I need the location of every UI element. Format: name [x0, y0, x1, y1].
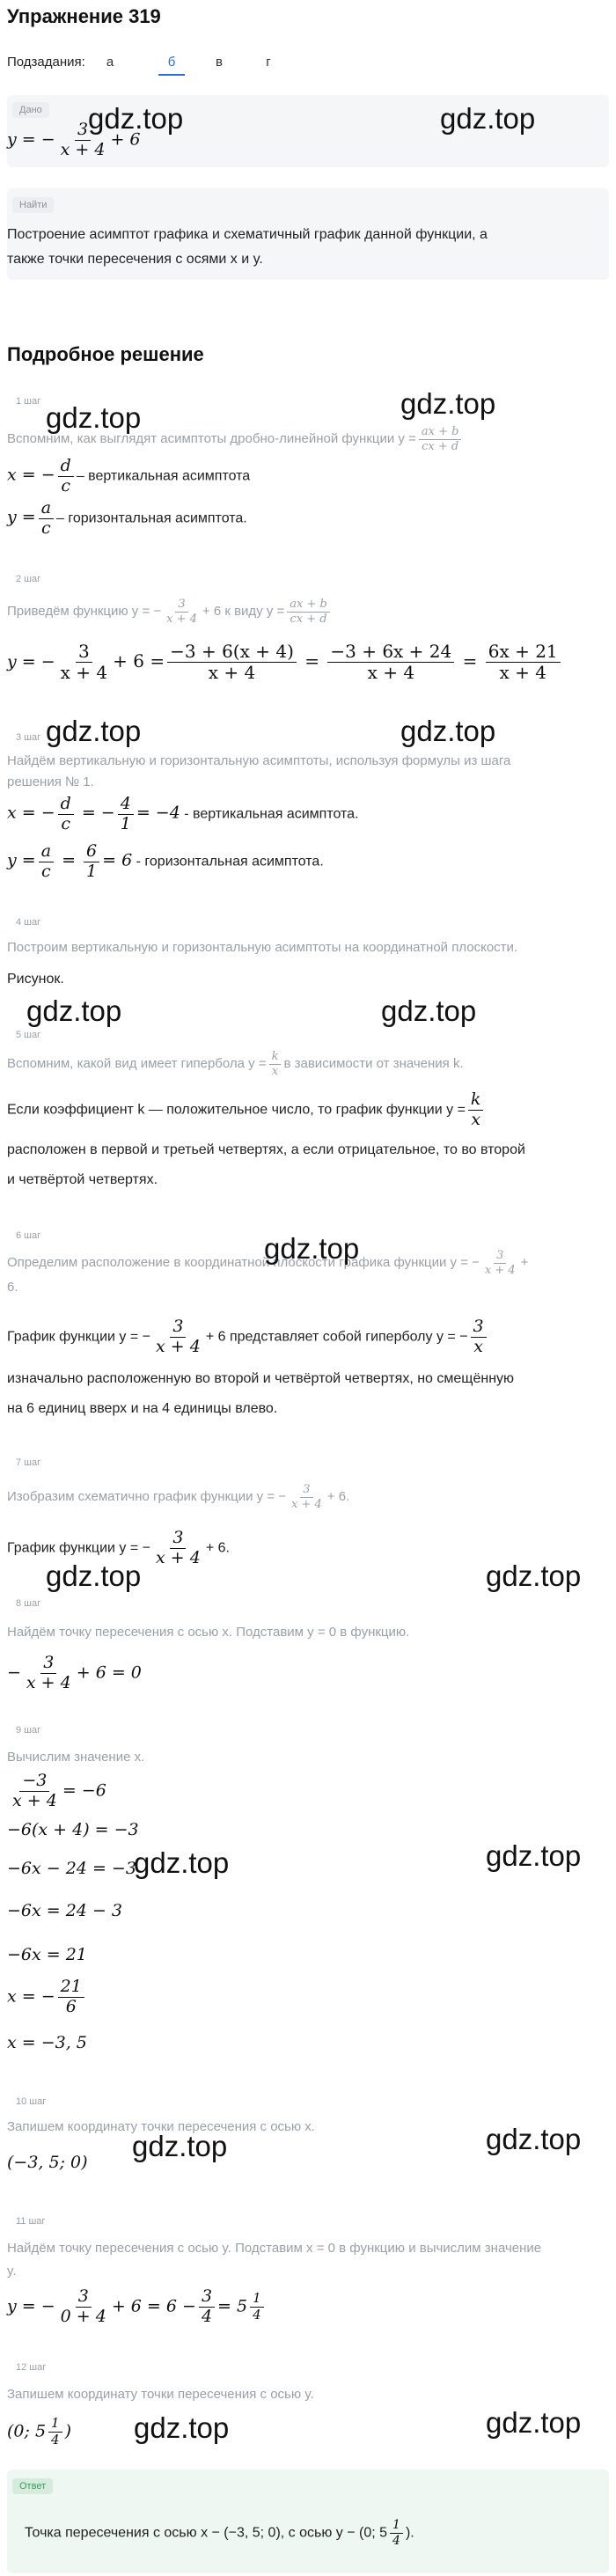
- subtasks-label: Подзадания:: [7, 55, 85, 70]
- step-8-eq-num: 3: [40, 1655, 56, 1674]
- answer-card: [7, 2470, 609, 2573]
- tab-a[interactable]: а: [106, 55, 114, 70]
- step-5-t1: Если коэффициент k — положительное число, то график функции y =: [7, 1102, 466, 1118]
- step-3-l2-n2: 6: [84, 843, 99, 862]
- step-1-intro-text: Вспомним, как выглядят асимптоты дробно-линейной функции y =: [7, 431, 416, 447]
- step-7-t1: График функции y = −: [7, 1540, 150, 1556]
- step-5-intro-tail: в зависимости от значения k.: [283, 1056, 464, 1072]
- watermark: gdz.top: [264, 1232, 360, 1265]
- step-6-intro-num: 3: [494, 1250, 506, 1264]
- step-2-eq-d4: x + 4: [499, 662, 546, 683]
- step-8-eq-lhs: −: [7, 1662, 21, 1683]
- step-11-eq-d2: 4: [201, 2306, 213, 2326]
- step-12-intro: Запишем координату точки пересечения с осью y.: [7, 2387, 314, 2402]
- step-2-eq-d2: x + 4: [208, 662, 256, 683]
- step-2-equation: y = − $\frac{3}{x + 4}$ + 6 = $\frac{-3 + 6(x + 4)}{x + 4}$ = $\frac{-3 + 6x + 24}{x + 4}$ = $\frac{6x + 21}{x + 4}$: [7, 642, 563, 682]
- step-8-eq-frac: [24, 1655, 74, 1692]
- watermark: gdz.top: [46, 715, 142, 747]
- watermark: gdz.top: [440, 102, 536, 135]
- step-6-t1-num-2: 3: [471, 1318, 487, 1338]
- step-3-tag: 3 шаг: [16, 732, 41, 743]
- step-2-eq-d1: x + 4: [60, 662, 108, 683]
- given-tag: Дано: [12, 102, 49, 118]
- step-7-t1-tail: + 6.: [205, 1540, 230, 1556]
- step-3-l1-d2: 1: [120, 813, 131, 833]
- step-5-intro-den: x: [271, 1064, 279, 1078]
- step-9-l1-frac: [10, 1772, 60, 1810]
- step-11-intro: Найдём точку пересечения с осью y. Подставим x = 0 в функцию и вычислим значение: [7, 2241, 542, 2256]
- step-6-t1-mid: + 6 представляет собой гиперболу y = −: [205, 1329, 468, 1345]
- step-11-eq-n2: 3: [199, 2288, 215, 2308]
- step-6-t1-frac-2: [471, 1318, 487, 1356]
- step-3-l2-text: - горизонтальная асимптота.: [136, 854, 324, 870]
- step-9-line-4: −6x = 24 − 3: [7, 1901, 122, 1920]
- answer-frac: [390, 2519, 403, 2547]
- find-card: [7, 188, 609, 280]
- step-9-line-3: −6x − 24 = −3: [7, 1859, 136, 1878]
- watermark: gdz.top: [88, 102, 184, 135]
- step-6-t1-den: x + 4: [156, 1336, 201, 1356]
- step-6-intro-den: x + 4: [484, 1263, 516, 1277]
- answer-post: ).: [405, 2525, 414, 2541]
- find-tag: Найти: [12, 197, 54, 213]
- step-1-l1-lhs: x = −: [7, 465, 55, 485]
- step-2-tag: 2 шаг: [16, 574, 41, 584]
- watermark: gdz.top: [486, 2406, 582, 2439]
- step-6-tag: 6 шаг: [16, 1230, 41, 1241]
- step-7-t1-frac: [153, 1530, 203, 1567]
- step-3-l1-res: = −4: [136, 803, 180, 823]
- step-2-intro-den: x + 4: [166, 612, 197, 626]
- step-12-line: [7, 2417, 71, 2448]
- given-tail: + 6: [110, 129, 141, 150]
- step-6-t1-num: 3: [170, 1318, 186, 1338]
- step-3-l1-lhs: x = −: [7, 803, 55, 823]
- step-5-t1-frac: [468, 1091, 484, 1129]
- step-5-intro-text: Вспомним, какой вид имеет гипербола y =: [7, 1056, 267, 1072]
- step-2-intro-num: 3: [175, 598, 187, 613]
- step-6-text-3: на 6 единиц вверх и на 4 единицы влево.: [7, 1401, 278, 1416]
- step-2-eq-frac-2: [167, 642, 297, 682]
- step-7-intro-num: 3: [300, 1484, 312, 1498]
- step-2-intro-den-2: cx + d: [290, 612, 327, 626]
- step-11-eq-rn: 1: [250, 2292, 264, 2308]
- step-5-text-3: и четвёртой четвертях.: [7, 1172, 158, 1187]
- step-6-text-1: [7, 1318, 489, 1356]
- step-11-eq-mid: + 6 = 6 −: [111, 2296, 196, 2316]
- step-2-eq-lhs: y = −: [7, 652, 55, 672]
- step-2-intro: [7, 598, 333, 625]
- step-1-l1-frac: [58, 458, 74, 495]
- watermark: gdz.top: [134, 1846, 230, 1879]
- step-1-l1-num: d: [58, 458, 74, 477]
- tab-v[interactable]: в: [216, 55, 223, 70]
- step-1-line-1: [7, 458, 250, 495]
- answer-den: 4: [392, 2533, 400, 2548]
- step-12-post: ): [64, 2421, 71, 2441]
- step-6-intro-text: Определим расположение в координатной плоскости графика функции y = −: [7, 1255, 480, 1271]
- solution-heading: Подробное решение: [7, 343, 204, 365]
- step-12-frac: [48, 2417, 62, 2448]
- step-1-intro-frac: [419, 426, 462, 452]
- step-8-equation: [7, 1655, 142, 1692]
- step-11-equation: [7, 2288, 267, 2326]
- step-4-tag: 4 шаг: [16, 917, 41, 928]
- step-3-l1-d1: c: [61, 813, 71, 833]
- watermark: gdz.top: [486, 1560, 582, 1592]
- watermark: gdz.top: [486, 2123, 582, 2155]
- watermark: gdz.top: [486, 1839, 582, 1872]
- step-12-den: 4: [51, 2431, 60, 2448]
- step-4-intro: Построим вертикальную и горизонтальную асимптоты на координатной плоскости.: [7, 940, 518, 955]
- step-11-eq-frac-2: [199, 2288, 215, 2326]
- answer-num: 1: [390, 2519, 403, 2534]
- step-6-intro-tail: +: [520, 1255, 529, 1271]
- step-2-eq-d3: x + 4: [367, 662, 415, 683]
- step-9-l6-lhs: x = −: [7, 1986, 55, 2007]
- watermark: gdz.top: [26, 994, 122, 1027]
- step-6-text-2: изначально расположенную во второй и четвёртой четвертях, но смещённую: [7, 1371, 515, 1386]
- step-1-l2-text: – горизонтальная асимптота.: [56, 510, 247, 526]
- step-9-line-7: x = −3, 5: [7, 2033, 87, 2052]
- step-1-l1-den: c: [61, 475, 71, 495]
- answer-pre: Точка пересечения с осью x − (−3, 5; 0), с осью y − (0; 5: [25, 2525, 388, 2541]
- step-9-line-1: [7, 1772, 106, 1810]
- step-3-l1-frac-2: [118, 796, 134, 833]
- step-10-line: (−3, 5; 0): [7, 2153, 88, 2172]
- step-6-intro-2: 6.: [7, 1280, 18, 1295]
- step-9-l1-tail: = −6: [62, 1780, 106, 1801]
- step-3-line-2: y = $\frac{a}{c}$ = $\frac{6}{1}$ = 6 - горизонтальная асимптота.: [7, 841, 324, 881]
- step-5-t1-num: k: [468, 1091, 484, 1111]
- step-12-num: 1: [48, 2417, 62, 2433]
- watermark: gdz.top: [132, 2130, 228, 2162]
- step-12-pre: (0; 5: [7, 2421, 47, 2441]
- step-9-line-2: −6(x + 4) = −3: [7, 1820, 139, 1839]
- step-9-intro: Вычислим значение x.: [7, 1750, 145, 1765]
- step-6-t1-den-2: x: [473, 1336, 483, 1356]
- step-1-l1-text: – вертикальная асимптота: [76, 468, 251, 484]
- step-2-eq-frac-1: [58, 642, 110, 682]
- given-num: 3: [75, 121, 91, 141]
- tab-b[interactable]: б: [158, 51, 185, 76]
- step-5-intro-num: k: [269, 1051, 282, 1065]
- step-8-tag: 8 шаг: [16, 1598, 41, 1609]
- step-8-intro: Найдём точку пересечения с осью x. Подставим y = 0 в функцию.: [7, 1625, 410, 1640]
- step-11-eq-lhs: y = −: [7, 2296, 55, 2316]
- page-title: Упражнение 319: [7, 5, 161, 27]
- step-2-intro-frac: [164, 598, 200, 625]
- step-3-l1-frac-1: [58, 796, 74, 833]
- step-1-l2-den: c: [41, 517, 51, 538]
- step-2-intro-num-2: ax + b: [287, 598, 330, 613]
- step-9-line-6: [7, 1978, 87, 2016]
- step-7-t1-den: x + 4: [156, 1547, 201, 1567]
- step-7-tag: 7 шаг: [16, 1457, 41, 1468]
- step-2-eq-n1: 3: [76, 642, 92, 663]
- step-10-tag: 10 шаг: [16, 2096, 47, 2107]
- given-den: x + 4: [60, 139, 106, 159]
- step-6-t1-frac: [153, 1318, 203, 1356]
- step-1-line-2: [7, 500, 247, 538]
- step-3-l2-d1: c: [41, 861, 51, 881]
- step-7-t1-num: 3: [170, 1530, 186, 1549]
- step-11-eq-d1: 0 + 4: [60, 2306, 106, 2326]
- step-1-l2-lhs: y =: [7, 507, 36, 527]
- step-3-l1-text: - вертикальная асимптота.: [184, 806, 359, 822]
- step-1-tag: 1 шаг: [16, 396, 41, 407]
- step-7-intro-text: Изобразим схематично график функции y = −: [7, 1489, 287, 1505]
- step-11-eq-frac-3: [250, 2292, 264, 2323]
- step-8-eq-den: x + 4: [26, 1672, 71, 1692]
- step-2-eq-n3: −3 + 6x + 24: [327, 642, 454, 663]
- watermark: gdz.top: [381, 994, 477, 1027]
- step-3-l2-frac-1: [39, 843, 54, 881]
- step-2-eq-n2: −3 + 6(x + 4): [167, 642, 297, 663]
- step-4-text: Рисунок.: [7, 972, 64, 987]
- given-lhs: y = −: [7, 129, 55, 150]
- step-7-intro-den: x + 4: [291, 1497, 322, 1511]
- watermark: gdz.top: [134, 2411, 230, 2444]
- watermark: gdz.top: [400, 715, 496, 747]
- step-9-l1-den: x + 4: [12, 1790, 57, 1810]
- step-9-line-5: −6x = 21: [7, 1945, 87, 1964]
- step-2-eq-frac-3: [327, 642, 454, 682]
- step-6-t1: График функции y = −: [7, 1329, 150, 1345]
- step-1-intro-den: cx + d: [422, 439, 459, 453]
- step-7-intro: [7, 1484, 349, 1510]
- step-5-text-1: [7, 1091, 486, 1129]
- step-3-l2-lhs: y =: [7, 850, 36, 870]
- find-line-2: также точки пересечения с осями x и y.: [7, 252, 263, 267]
- step-9-tag: 9 шаг: [16, 1725, 41, 1736]
- step-7-intro-frac: [289, 1484, 325, 1510]
- step-12-tag: 12 шаг: [16, 2362, 47, 2373]
- step-3-line-1: x = − $\frac{d}{c}$ = − $\frac{4}{1}$ = −4 - вертикальная асимптота.: [7, 794, 359, 833]
- step-11-eq-rd: 4: [253, 2306, 261, 2323]
- step-2-eq-n4: 6x + 21: [486, 642, 561, 663]
- step-3-l1-n1: d: [58, 796, 74, 815]
- step-9-l6-num: 21: [58, 1978, 84, 1998]
- step-5-tag: 5 шаг: [16, 1030, 41, 1040]
- step-3-l2-frac-2: [84, 843, 99, 881]
- step-5-text-2: расположен в первой и третьей четвертях, а если отрицательное, то во второй: [7, 1142, 525, 1157]
- step-8-eq-tail: + 6 = 0: [76, 1662, 142, 1683]
- step-3-l2-d2: 1: [86, 861, 98, 881]
- find-line-1: Построение асимптот графика и схематичный график данной функции, а: [7, 227, 488, 242]
- step-2-eq-p1: + 6 =: [113, 650, 165, 672]
- step-2-intro-mid: + 6 к виду y =: [202, 604, 285, 620]
- step-1-l2-frac: [39, 500, 54, 538]
- step-1-intro-num: ax + b: [419, 426, 462, 440]
- step-11-intro-2: y.: [7, 2264, 17, 2279]
- step-2-eq-frac-4: [486, 642, 561, 682]
- answer-tag: Ответ: [12, 2478, 53, 2494]
- step-3-intro-1: Найдём вертикальную и горизонтальную асимптоты, используя формулы из шага: [7, 753, 511, 768]
- step-11-eq-res: = 5: [217, 2296, 248, 2316]
- step-10-intro: Запишем координату точки пересечения с осью x.: [7, 2119, 315, 2134]
- step-5-intro: [7, 1051, 464, 1077]
- step-2-intro-frac-2: [287, 598, 330, 625]
- step-9-l6-den: 6: [65, 1996, 77, 2016]
- step-9-l1-num: −3: [19, 1772, 49, 1792]
- answer-text: [25, 2519, 414, 2547]
- step-11-eq-n1: 3: [76, 2288, 92, 2308]
- step-6-intro-frac: [482, 1250, 518, 1276]
- step-5-t1-den: x: [471, 1109, 481, 1129]
- step-11-eq-frac-1: [58, 2288, 109, 2326]
- watermark: gdz.top: [46, 1560, 142, 1592]
- step-9-l6-frac: [58, 1978, 84, 2016]
- step-11-tag: 11 шаг: [16, 2216, 46, 2227]
- step-3-l1-n2: 4: [118, 796, 134, 815]
- tab-g[interactable]: г: [266, 55, 271, 70]
- watermark: gdz.top: [400, 387, 496, 420]
- step-3-l2-n1: a: [39, 843, 54, 862]
- step-7-intro-tail: + 6.: [326, 1489, 350, 1505]
- step-3-intro-2: решения № 1.: [7, 774, 94, 789]
- step-2-intro-text: Приведём функцию y = −: [7, 604, 162, 620]
- step-5-intro-frac: [269, 1051, 282, 1077]
- watermark: gdz.top: [46, 401, 142, 434]
- step-1-l2-num: a: [39, 500, 54, 519]
- step-3-l2-res: = 6: [102, 850, 133, 870]
